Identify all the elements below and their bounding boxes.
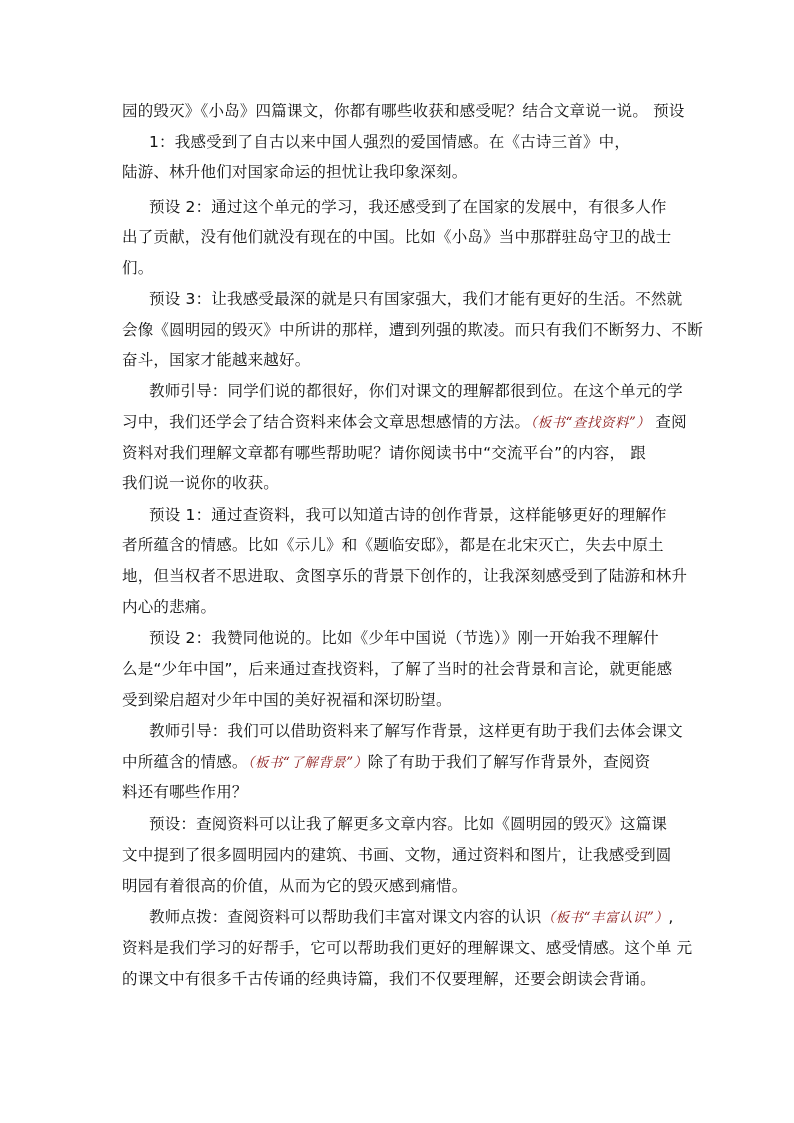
text-line: 园的毁灭》《小岛》四篇课文，你都有哪些收获和感受呢？结合文章说一说。 预设 <box>122 102 685 120</box>
text-line: 预设 2：通过这个单元的学习，我还感受到了在国家的发展中，有很多人作 <box>149 198 667 216</box>
text-line: 会像《圆明园的毁灭》中所讲的那样，遭到列强的欺凌。而只有我们不断努力、不断 <box>122 321 703 339</box>
text-line: 出了贡献，没有他们就没有现在的中国。比如《小岛》当中那群驻岛守卫的战士 <box>122 228 672 246</box>
text-line: 么是“少年中国”，后来通过查找资料，了解了当时的社会背景和言论，就更能感 <box>122 660 673 678</box>
text-line: 预设 1：通过查资料，我可以知道古诗的创作背景，这样能够更好的理解作 <box>149 506 667 524</box>
text-segment: 教师点拨：查阅资料可以帮助我们丰富对课文内容的认识 <box>149 908 542 926</box>
text-line: 预设：查阅资料可以让我了解更多文章内容。比如《圆明园的毁灭》这篇课 <box>149 815 668 833</box>
text-line: 资料是我们学习的好帮手，它可以帮助我们更好的理解课文、感受情感。这个单 元 <box>122 939 693 957</box>
text-line: 料还有哪些作用？ <box>122 783 248 801</box>
text-line: 的课文中有很多千古传诵的经典诗篇，我们不仅要理解，还要会朗读会背诵。 <box>122 970 656 988</box>
text-line: 明园有着很高的价值，从而为它的毁灭感到痛惜。 <box>122 877 468 895</box>
text-line: 我们说一说你的收获。 <box>122 474 280 492</box>
text-line <box>122 412 687 433</box>
text-line <box>149 907 673 928</box>
text-line: 地，但当权者不思进取、贪图享乐的背景下创作的，让我深刻感受到了陆游和林升 <box>122 567 688 585</box>
text-line: 者所蕴含的情感。比如《示儿》和《题临安邸》，都是在北宋灭亡，失去中原土 <box>122 536 664 554</box>
text-line: 教师引导：我们可以借助资料来了解写作背景，这样更有助于我们去体会课文 <box>149 722 683 740</box>
text-line <box>122 752 650 773</box>
text-line: 资料对我们理解文章都有哪些帮助呢？请你阅读书中“交流平台”的内容， 跟 <box>122 444 646 462</box>
text-segment: 查阅 <box>650 413 687 431</box>
text-segment: , <box>668 908 674 926</box>
board-note: （板书“丰富认识”） <box>541 910 669 926</box>
text-line: 们。 <box>122 259 154 277</box>
text-line: 陆游、林升他们对国家命运的担忧让我印象深刻。 <box>122 163 468 181</box>
text-segment: 中所蕴含的情感。 <box>122 753 248 771</box>
text-line: 教师引导：同学们说的都很好，你们对课文的理解都很到位。在这个单元的学 <box>149 382 683 400</box>
text-line: 奋斗，国家才能越来越好。 <box>122 351 311 369</box>
text-segment: 习中，我们还学会了结合资料来体会文章思想感情的方法。 <box>122 413 531 431</box>
text-line: 1：我感受到了自古以来中国人强烈的爱国情感。在《古诗三首》中， <box>149 133 631 151</box>
text-line: 受到梁启超对少年中国的美好祝福和深切盼望。 <box>122 691 452 709</box>
board-note: （板书“了解背景”） <box>247 755 368 771</box>
text-line: 内心的悲痛。 <box>122 598 217 616</box>
board-note: （板书“查找资料”） <box>530 415 651 431</box>
text-line: 预设 2：我赞同他说的。比如《少年中国说（节选）》刚一开始我不理解什 <box>149 629 659 647</box>
text-line: 文中提到了很多圆明园内的建筑、书画、文物，通过资料和图片，让我感受到圆 <box>122 846 672 864</box>
text-line: 预设 3：让我感受最深的就是只有国家强大，我们才能有更好的生活。不然就 <box>149 290 683 308</box>
text-segment: 除了有助于我们了解写作背景外，查阅资 <box>367 753 651 771</box>
